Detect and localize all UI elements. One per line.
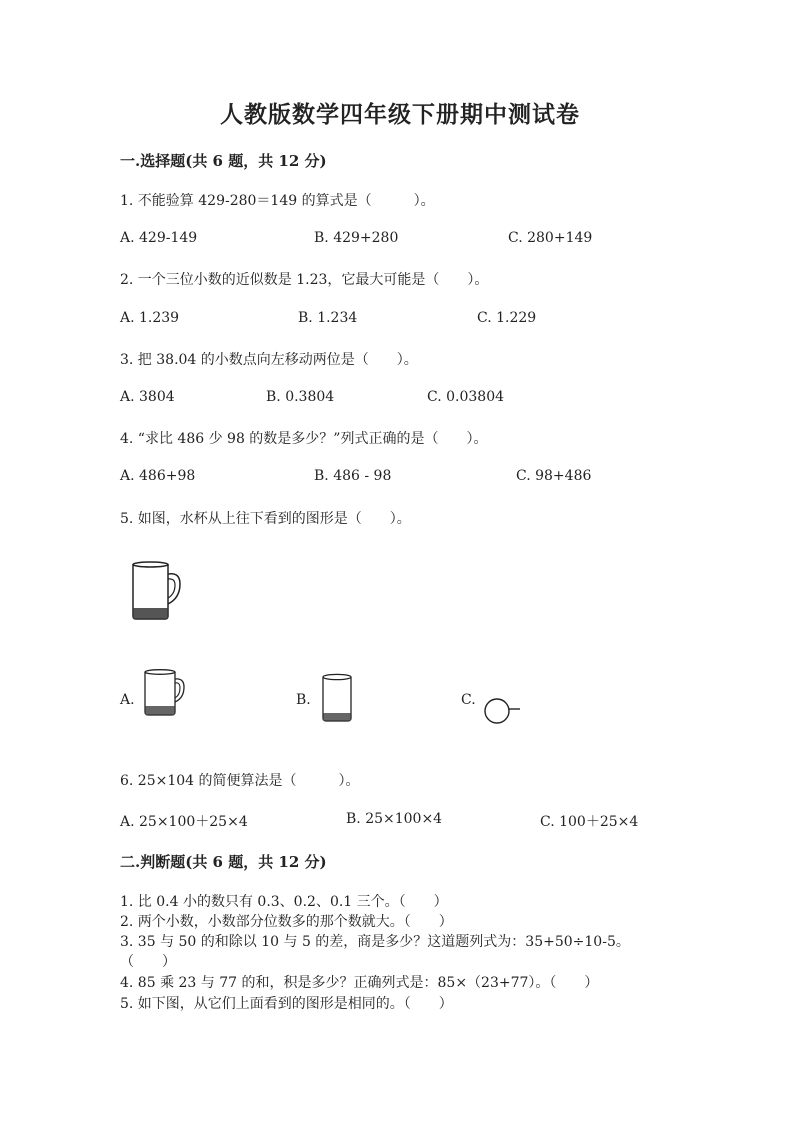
judgement-item-4: 4. 85 乘 23 与 77 的和，积是多少？正确列式是：85×（23+77）。（ ） (120, 975, 599, 991)
judgement-item-3-bracket: （ ） (120, 954, 176, 970)
question-4-option-a: A. 486+98 (120, 468, 196, 484)
mug-with-handle-icon (128, 560, 184, 622)
section-heading-choice: 一.选择题(共 6 题，共 12 分) (120, 152, 327, 170)
question-3: 3. 把 38.04 的小数点向左移动两位是（ ）。 (120, 352, 418, 368)
question-2-option-a: A. 1.239 (120, 310, 180, 326)
question-2-option-c: C. 1.229 (477, 310, 537, 326)
page-title: 人教版数学四年级下册期中测试卷 (220, 101, 580, 128)
question-1-option-b: B. 429+280 (314, 230, 399, 246)
question-6: 6. 25×104 的简便算法是（ ）。 (120, 773, 360, 789)
question-3-option-b: B. 0.3804 (266, 389, 335, 405)
question-2-option-b: B. 1.234 (298, 310, 358, 326)
question-1: 1. 不能验算 429-280＝149 的算式是（ ）。 (120, 193, 435, 209)
question-5-option-c: C. (461, 692, 476, 708)
question-1-option-c: C. 280+149 (508, 230, 593, 246)
question-4: 4. “求比 486 少 98 的数是多少？”列式正确的是（ ）。 (120, 431, 488, 447)
question-5: 5. 如图，水杯从上往下看到的图形是（ ）。 (120, 511, 411, 527)
question-4-option-c: C. 98+486 (516, 468, 592, 484)
question-6-option-c: C. 100＋25×4 (540, 814, 639, 830)
section-heading-true-false: 二.判断题(共 6 题，共 12 分) (120, 853, 327, 871)
circle-with-handle-icon (482, 696, 522, 726)
judgement-item-5: 5. 如下图，从它们上面看到的图形是相同的。（ ） (120, 996, 453, 1012)
mug-with-handle-icon (142, 668, 186, 718)
question-4-option-b: B. 486 - 98 (314, 468, 392, 484)
cylinder-cup-icon (320, 672, 354, 724)
question-3-option-a: A. 3804 (120, 389, 175, 405)
question-6-option-b: B. 25×100×4 (346, 811, 443, 827)
judgement-item-1: 1. 比 0.4 小的数只有 0.3、0.2、0.1 三个。（ ） (120, 894, 448, 910)
judgement-item-3: 3. 35 与 50 的和除以 10 与 5 的差，商是多少？这道题列式为：35+50÷10-5。 (120, 934, 630, 950)
question-3-option-c: C. 0.03804 (427, 389, 505, 405)
question-1-option-a: A. 429-149 (120, 230, 198, 246)
question-2: 2. 一个三位小数的近似数是 1.23，它最大可能是（ ）。 (120, 272, 489, 288)
question-5-option-a: A. (120, 692, 135, 708)
question-6-option-a: A. 25×100＋25×4 (120, 814, 248, 830)
judgement-item-2: 2. 两个小数，小数部分位数多的那个数就大。（ ） (120, 914, 453, 930)
question-5-option-b: B. (296, 692, 311, 708)
